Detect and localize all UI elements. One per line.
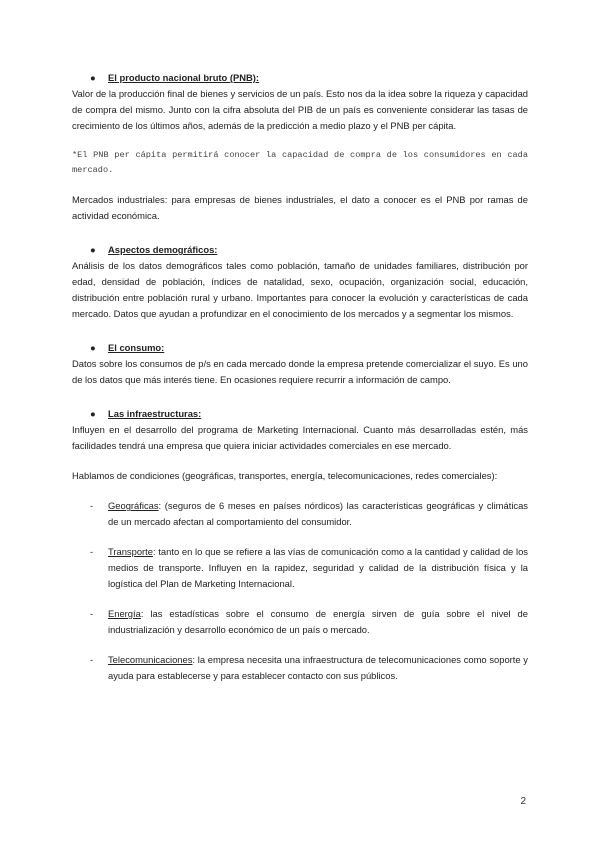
list-item-term: Energía [108,608,141,619]
section-heading-consumo [72,340,528,356]
paragraph-consumo: Datos sobre los consumos de p/s en cada mercado donde la empresa pretende comercializar el suyo. Es uno de los datos que más interés tiene. En ocasiones requiere recurrir a información de campo. [72,358,528,385]
dash-icon: - [90,500,94,511]
paragraph-pnb: Valor de la producción final de bienes y servicios de un país. Esto nos da la idea sobre la riqueza y capacidad de compra del mismo. Junto con la cifra absoluta del PIB de un país es conveniente considerar las tasas de crecimiento de los últimos años, además de la predicción a medio plazo y el PNB per cápita. [72,88,528,131]
bullet-icon: ● [90,408,96,419]
section-heading-demograficos [72,242,528,258]
list-item-text: : tanto en lo que se refiere a las vías de comunicación como a la cantidad y calidad de los medios de transporte. Influyen en la rapidez, seguridad y calidad de la distribución física y la logística del Plan de Marketing Internacional. [108,546,528,589]
list-item-text: : la empresa necesita una infraestructura de telecomunicaciones como soporte y ayuda para establecerse y para establecer contacto con sus públicos. [108,654,528,681]
document-page [72,70,528,684]
list-item-term: Geográficas [108,500,159,511]
section-heading-infraestructuras [72,406,528,422]
dash-icon: - [90,608,94,619]
list-item-term: Transporte [108,546,153,557]
list-item-telecomunicaciones [72,652,528,684]
paragraph-infraestructuras: Influyen en el desarrollo del programa de Marketing Internacional. Cuanto más desarrolladas estén, más facilidades tendrá una empresa que quiera iniciar actividades comerciales en ese mercado. [72,424,528,451]
list-item-energia [72,606,528,638]
heading-text: El producto nacional bruto (PNB): [108,72,260,83]
list-item-text: : (seguros de 6 meses en países nórdicos) las características geográficas y climáticas de un mercado afectan al comportamiento del consumidor. [108,500,528,527]
bullet-icon: ● [90,342,96,353]
bullet-icon: ● [90,244,96,255]
bullet-icon: ● [90,72,96,83]
note-pnb-per-capita: *El PNB per cápita permitirá conocer la capacidad de compra de los consumidores en cada mercado. [72,150,528,175]
list-item-transporte [72,544,528,592]
section-heading-pnb [72,70,528,86]
dash-icon: - [90,654,94,665]
dash-icon: - [90,546,94,557]
page-number: 2 [520,796,526,807]
list-item-term: Telecomunicaciones [108,654,193,665]
list-item-text: : las estadísticas sobre el consumo de energía sirven de guía sobre el nivel de industrialización y desarrollo económico de un país o mercado. [108,608,528,635]
list-item-geograficas [72,498,528,530]
heading-text: El consumo: [108,342,165,353]
paragraph-conditions: Hablamos de condiciones (geográficas, transportes, energía, telecomunicaciones, redes comerciales): [72,470,498,481]
heading-text: Las infraestructuras: [108,408,202,419]
paragraph-industrial-markets: Mercados industriales: para empresas de bienes industriales, el dato a conocer es el PNB por ramas de actividad económica. [72,194,528,221]
heading-text: Aspectos demográficos: [108,244,218,255]
paragraph-demograficos: Análisis de los datos demográficos tales como población, tamaño de unidades familiares, distribución por edad, densidad de población, índices de natalidad, sexo, ocupación, organización social, educación, distribución entre población rural y urbano. Importantes para conocer la evolución y características de cada mercado. Datos que ayudan a profundizar en el conocimiento de los mercados y a segmentar los mismos. [72,260,528,319]
